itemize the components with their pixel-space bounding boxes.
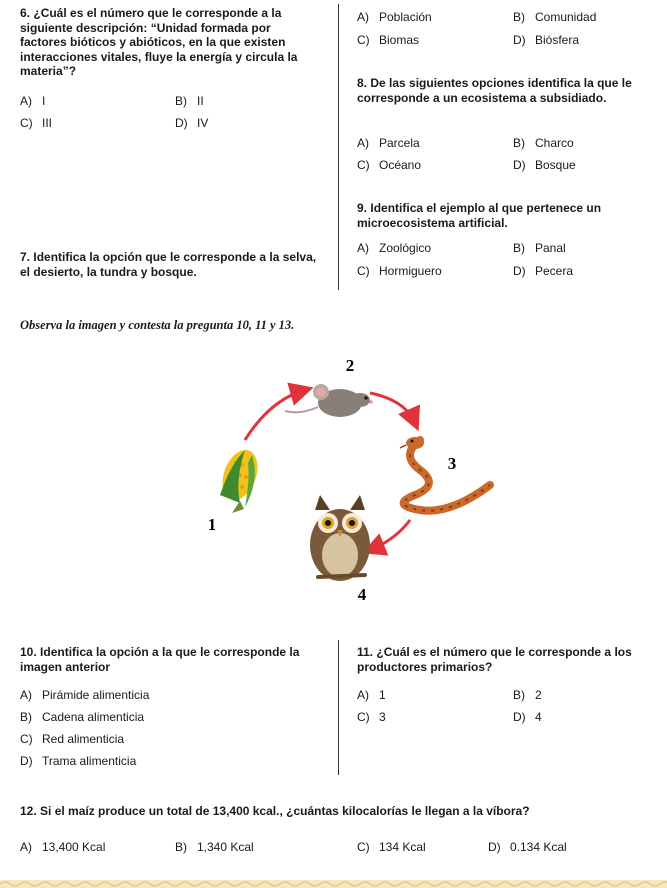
arrow-snake-to-owl xyxy=(370,520,410,550)
q6-option-a[interactable]: A) I xyxy=(20,94,46,108)
q8-option-a[interactable]: A) Parcela xyxy=(357,136,420,150)
decorative-border xyxy=(0,878,667,888)
q11-option-d[interactable]: D) 4 xyxy=(513,710,542,724)
question-text: Identifica la opción a la que le corresponde la imagen anterior xyxy=(20,645,300,674)
q9-option-c[interactable]: C) Hormiguero xyxy=(357,264,442,278)
q7-option-a[interactable]: A) Población xyxy=(357,10,432,24)
q12-option-b[interactable]: B) 1,340 Kcal xyxy=(175,840,254,854)
q10-option-a[interactable]: A) Pirámide alimenticia xyxy=(20,688,150,702)
q6-option-c[interactable]: C) III xyxy=(20,116,53,130)
question-text: Si el maíz produce un total de 13,400 kcal., ¿cuántas kilocalorías le llegan a la víbora? xyxy=(40,804,530,818)
q7-option-c[interactable]: C) Biomas xyxy=(357,33,420,47)
snake-icon xyxy=(400,437,490,511)
q9-option-b[interactable]: B) Panal xyxy=(513,241,566,255)
question-text: De las siguientes opciones identifica la que le corresponde a un ecosistema a subsidiado. xyxy=(357,76,632,105)
question-number: 12. xyxy=(20,804,37,818)
question-number: 7. xyxy=(20,250,31,264)
question-8 xyxy=(357,76,657,105)
question-number: 11. xyxy=(357,645,374,659)
arrow-corn-to-mouse xyxy=(245,390,305,440)
owl-icon xyxy=(310,495,370,581)
corn-icon xyxy=(216,445,264,513)
q10-option-c[interactable]: C) Red alimenticia xyxy=(20,732,125,746)
question-7 xyxy=(20,250,320,279)
q10-option-d[interactable]: D) Trama alimenticia xyxy=(20,754,137,768)
q7-option-d[interactable]: D) Biósfera xyxy=(513,33,580,47)
q12-option-d[interactable]: D) 0.134 Kcal xyxy=(488,840,567,854)
question-12 xyxy=(20,804,650,819)
label-3: 3 xyxy=(447,454,457,473)
mouse-icon xyxy=(285,384,373,417)
question-text: ¿Cuál es el número que le corresponde a la siguiente descripción: “Unidad formada por factores bióticos y abióticos, en la que existen interacciones vitales, fluye la energía y circula la materia”? xyxy=(20,6,298,78)
q12-option-c[interactable]: C) 134 Kcal xyxy=(357,840,426,854)
label-2: 2 xyxy=(345,356,355,375)
instruction-text: Observa la imagen y contesta la pregunta 10, 11 y 13. xyxy=(20,318,295,332)
q8-option-c[interactable]: C) Océano xyxy=(357,158,422,172)
question-10 xyxy=(20,645,330,674)
q8-option-d[interactable]: D) Bosque xyxy=(513,158,576,172)
q9-option-a[interactable]: A) Zoológico xyxy=(357,241,432,255)
label-4: 4 xyxy=(357,585,367,604)
q9-option-d[interactable]: D) Pecera xyxy=(513,264,574,278)
q10-option-b[interactable]: B) Cadena alimenticia xyxy=(20,710,145,724)
question-number: 8. xyxy=(357,76,368,90)
label-1: 1 xyxy=(207,515,217,534)
q7-option-b[interactable]: B) Comunidad xyxy=(513,10,597,24)
question-11 xyxy=(357,645,657,674)
question-9 xyxy=(357,201,657,230)
column-divider-bottom xyxy=(338,640,339,775)
question-number: 10. xyxy=(20,645,37,659)
question-text: ¿Cuál es el número que le corresponde a los productores primarios? xyxy=(357,645,632,674)
question-6 xyxy=(20,6,320,79)
q11-option-c[interactable]: C) 3 xyxy=(357,710,386,724)
q6-option-b[interactable]: B) II xyxy=(175,94,204,108)
food-chain-diagram xyxy=(190,345,510,610)
q11-option-a[interactable]: A) 1 xyxy=(357,688,386,702)
q8-option-b[interactable]: B) Charco xyxy=(513,136,574,150)
q11-option-b[interactable]: B) 2 xyxy=(513,688,542,702)
question-text: Identifica el ejemplo al que pertenece un microecosistema artificial. xyxy=(357,201,602,230)
arrow-mouse-to-snake xyxy=(370,393,415,423)
column-divider xyxy=(338,4,339,290)
question-number: 6. xyxy=(20,6,31,20)
q12-option-a[interactable]: A) 13,400 Kcal xyxy=(20,840,106,854)
question-text: Identifica la opción que le corresponde a la selva, el desierto, la tundra y bosque. xyxy=(20,250,317,279)
question-number: 9. xyxy=(357,201,368,215)
q6-option-d[interactable]: D) IV xyxy=(175,116,209,130)
